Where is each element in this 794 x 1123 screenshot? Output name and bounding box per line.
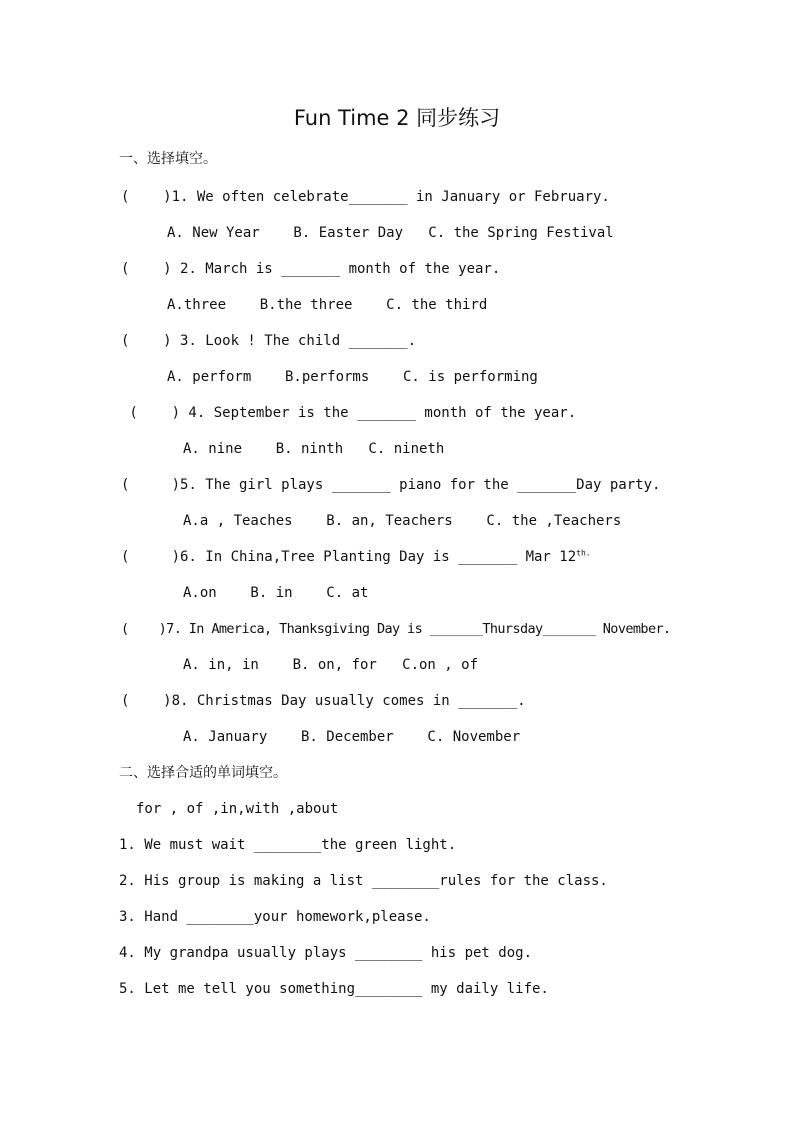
fill-blank-item-3: 3. Hand ________your homework,please. xyxy=(119,909,431,925)
question-4-stem: ( ) 4. September is the _______ month of the year. xyxy=(121,405,577,421)
question-6-stem-text: ( )6. In China,Tree Planting Day is _______ Mar 12 xyxy=(121,549,577,565)
section-2-heading: 二、选择合适的单词填空。 xyxy=(119,765,287,781)
question-7-options: A. in, in B. on, for C.on , of xyxy=(183,657,479,673)
question-2-stem: ( ) 2. March is _______ month of the year. xyxy=(121,261,501,277)
fill-blank-item-4: 4. My grandpa usually plays ________ his pet dog. xyxy=(119,945,533,961)
question-7-stem: ( )7. In America, Thanksgiving Day is _______Thursday_______ November. xyxy=(121,621,671,637)
question-2-options: A.three B.the three C. the third xyxy=(167,297,488,313)
fill-blank-item-1: 1. We must wait ________the green light. xyxy=(119,837,457,853)
question-6-stem xyxy=(121,548,591,566)
question-6-superscript: th. xyxy=(576,548,591,558)
question-4-options: A. nine B. ninth C. nineth xyxy=(183,441,445,457)
question-1-options: A. New Year B. Easter Day C. the Spring Festival xyxy=(167,225,614,241)
word-bank: for , of ,in,with ,about xyxy=(136,801,339,817)
fill-blank-item-5: 5. Let me tell you something________ my daily life. xyxy=(119,981,549,997)
fill-blank-item-2: 2. His group is making a list ________rules for the class. xyxy=(119,873,608,889)
question-6-options: A.on B. in C. at xyxy=(183,585,369,601)
section-1-heading: 一、选择填空。 xyxy=(119,151,217,167)
question-5-stem: ( )5. The girl plays _______ piano for the _______Day party. xyxy=(121,477,661,493)
question-1-stem: ( )1. We often celebrate_______ in January or February. xyxy=(121,189,610,205)
question-3-stem: ( ) 3. Look ! The child _______. xyxy=(121,333,417,349)
question-8-options: A. January B. December C. November xyxy=(183,729,521,745)
question-8-stem: ( )8. Christmas Day usually comes in _______. xyxy=(121,693,526,709)
question-5-options: A.a , Teaches B. an, Teachers C. the ,Teachers xyxy=(183,513,622,529)
question-3-options: A. perform B.performs C. is performing xyxy=(167,369,538,385)
page-title: Fun Time 2 同步练习 xyxy=(293,106,501,130)
